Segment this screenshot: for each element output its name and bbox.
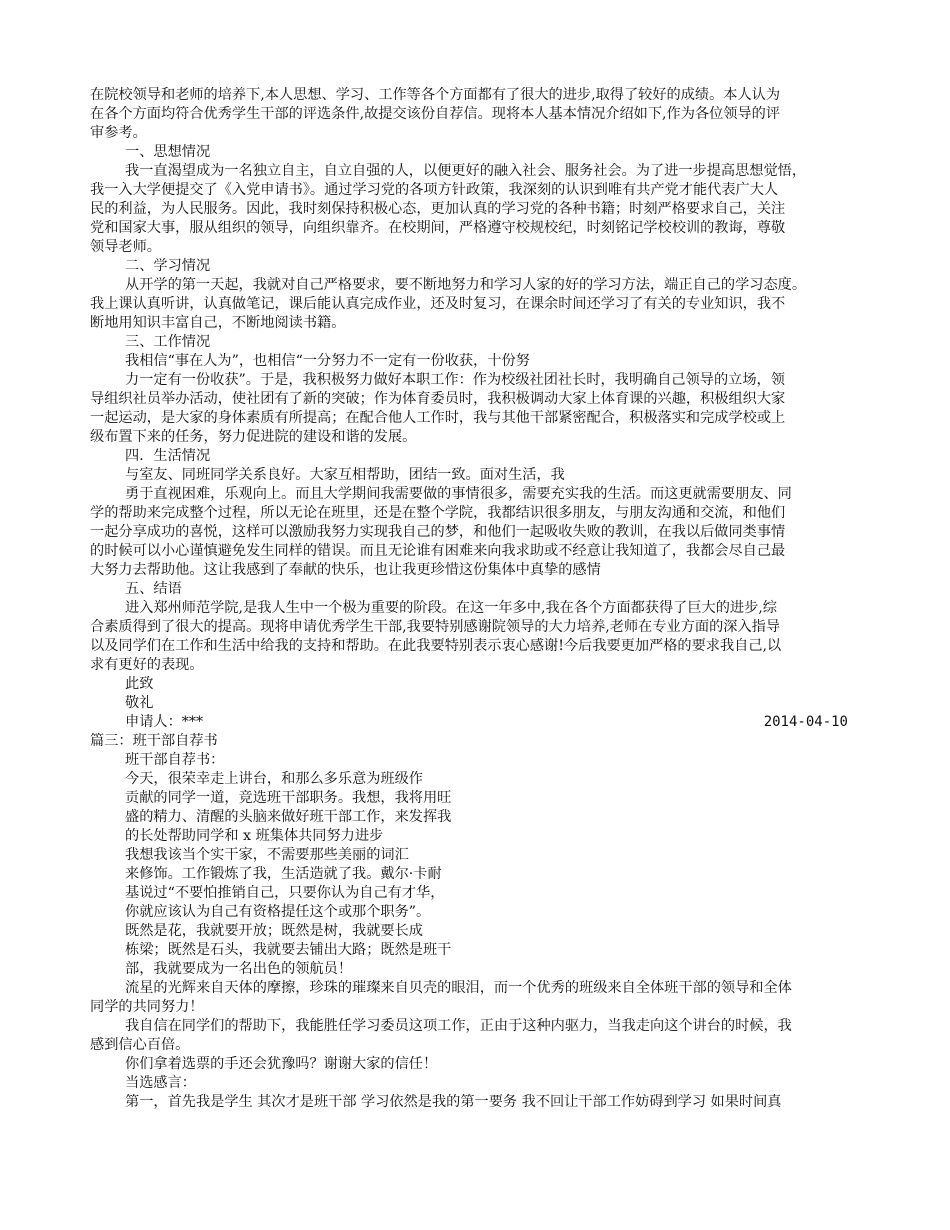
text-line: 力一定有一份收获”。于是，我积极努力做好本职工作：作为校级社团社长时，我明确自己领导的立场，领 <box>125 372 785 388</box>
text-line: 基说过“不要怕推销自己，只要你认为自己有才华， <box>125 885 445 901</box>
text-line: 班干部自荐书： <box>125 752 225 768</box>
text-line: 此致 <box>125 676 154 692</box>
applicant-signature: 申请人：*** <box>125 714 204 730</box>
text-line: 来修饰。工作锻炼了我，生活造就了我。戴尔·卡耐 <box>125 866 442 882</box>
recommendation-letter-body <box>90 86 860 713</box>
text-line: 审参考。 <box>90 125 147 141</box>
text-line: 五、结语 <box>125 581 182 597</box>
text-line: 一起分享成功的喜悦，这样可以激励我努力实现我自己的梦，和他们一起吸收失败的教训，在我以后做同类事情 <box>90 524 786 540</box>
text-line: 领导老师。 <box>90 239 161 255</box>
text-line: 当选感言： <box>125 1075 196 1091</box>
text-line: 流星的光辉来自天体的摩擦，珍珠的璀璨来自贝壳的眼泪，而一个优秀的班级来自全体班干部的领导和全体 <box>125 980 792 996</box>
text-line: 一、思想情况 <box>125 144 211 160</box>
text-line: 四．生活情况 <box>125 448 211 464</box>
text-line: 求有更好的表现。 <box>90 657 204 673</box>
text-line: 你就应该认为自己有资格提任这个或那个职务”。 <box>125 904 431 920</box>
text-line: 同学的共同努力！ <box>90 999 204 1015</box>
text-line: 与室友、同班同学关系良好。大家互相帮助，团结一致。面对生活，我 <box>125 467 565 483</box>
class-cadre-self-recommendation <box>90 732 860 1112</box>
text-line: 第一，首先我是学生 其次才是班干部 学习依然是我的第一要务 我不回让干部工作妨碍到学习 如果时间真 <box>125 1094 782 1110</box>
text-line: 敬礼 <box>125 695 154 711</box>
text-line: 栋梁；既然是石头，我就要去铺出大路；既然是班干 <box>125 942 452 958</box>
text-line: 我一直渴望成为一名独立自主，自立自强的人，以便更好的融入社会、服务社会。为了进一步提高思想觉悟， <box>125 163 807 179</box>
text-line: 党和国家大事，服从组织的领导，向组织靠齐。在校期间，严格遵守校规校纪，时刻铭记学校校训的教诲，尊敬 <box>90 220 786 236</box>
text-line: 你们拿着选票的手还会犹豫吗？谢谢大家的信任！ <box>125 1056 438 1072</box>
text-line: 部，我就要成为一名出色的领航员！ <box>125 961 353 977</box>
text-line: 我自信在同学们的帮助下，我能胜任学习委员这项工作，正由于这种内驱力，当我走向这个讲台的时候，我 <box>125 1018 792 1034</box>
text-line: 级布置下来的任务，努力促进院的建设和谐的发展。 <box>90 429 417 445</box>
text-line: 导组织社员举办活动，使社团有了新的突破；作为体育委员时，我积极调动大家上体育课的兴趣，积极组织大家 <box>90 391 786 407</box>
text-line: 民的利益，为人民服务。因此，我时刻保持积极心态，更加认真的学习党的各种书籍；时刻严格要求自己，关注 <box>90 201 786 217</box>
letter-date: 2014-04-10 <box>763 714 848 730</box>
text-line: 的时候可以小心谨慎避免发生同样的错误。而且无论谁有困难来向我求助或不经意让我知道了，我都会尽自己最 <box>90 543 786 559</box>
text-line: 一起运动，是大家的身体素质有所提高；在配合他人工作时，我与其他干部紧密配合，积极落实和完成学校或上 <box>90 410 786 426</box>
text-line: 篇三：班干部自荐书 <box>90 733 218 749</box>
text-line: 进入郑州师范学院,是我人生中一个极为重要的阶段。在这一年多中,我在各个方面都获得了巨大的进步,综 <box>125 600 777 616</box>
text-line: 我一入大学便提交了《入党申请书》。通过学习党的各项方针政策，我深刻的认识到唯有共产党才能代表广大人 <box>90 182 779 198</box>
text-line: 大努力去帮助他。这让我感到了奉献的快乐，也让我更珍惜这份集体中真挚的感情 <box>90 562 601 578</box>
text-line: 从开学的第一天起，我就对自己严格要求，要不断地努力和学习人家的好的学习方法，端正自己的学习态度。 <box>125 277 807 293</box>
text-line: 以及同学们在工作和生活中给我的支持和帮助。在此我要特别表示衷心感谢!今后我要更加严格的要求我自己,以 <box>90 638 782 654</box>
text-line: 断地用知识丰富自己，不断地阅读书籍。 <box>90 315 346 331</box>
text-line: 我上课认真听讲，认真做笔记，课后能认真完成作业，还及时复习，在课余时间还学习了有关的专业知识，我不 <box>90 296 786 312</box>
text-line: 二、学习情况 <box>125 258 211 274</box>
text-line: 今天，很荣幸走上讲台，和那么多乐意为班级作 <box>125 771 423 787</box>
text-line: 合素质得到了很大的提高。现将申请优秀学生干部,我要特别感谢院领导的大力培养,老师在专业方面的深入指导 <box>90 619 781 635</box>
text-line: 贡献的同学一道，竞选班干部职务。我想，我将用旺 <box>125 790 452 806</box>
text-line: 三、工作情况 <box>125 334 211 350</box>
text-line: 学的帮助来完成整个过程，所以无论在班里，还是在整个学院，我都结识很多朋友，与朋友沟通和交流，和他们 <box>90 505 786 521</box>
signature-row <box>90 713 860 732</box>
text-line: 感到信心百倍。 <box>90 1037 190 1053</box>
text-line: 我想我该当个实干家，不需要那些美丽的词汇 <box>125 847 409 863</box>
text-line: 在院校领导和老师的培养下,本人思想、学习、工作等各个方面都有了很大的进步,取得了较好的成绩。本人认为 <box>90 87 781 103</box>
text-line: 在各个方面均符合优秀学生干部的评选条件,故提交该份自荐信。现将本人基本情况介绍如下,作为各位领导的评 <box>90 106 781 122</box>
text-line: 盛的精力、清醒的头脑来做好班干部工作，来发挥我 <box>125 809 452 825</box>
text-line: 勇于直视困难，乐观向上。而且大学期间我需要做的事情很多，需要充实我的生活。而这更就需要朋友、同 <box>125 486 792 502</box>
text-line: 的长处帮助同学和 x 班集体共同努力进步 <box>125 828 384 844</box>
text-line: 我相信“事在人为”，也相信“一分努力不一定有一份收获，十份努 <box>125 353 530 369</box>
text-line: 既然是花，我就要开放；既然是树，我就要长成 <box>125 923 423 939</box>
